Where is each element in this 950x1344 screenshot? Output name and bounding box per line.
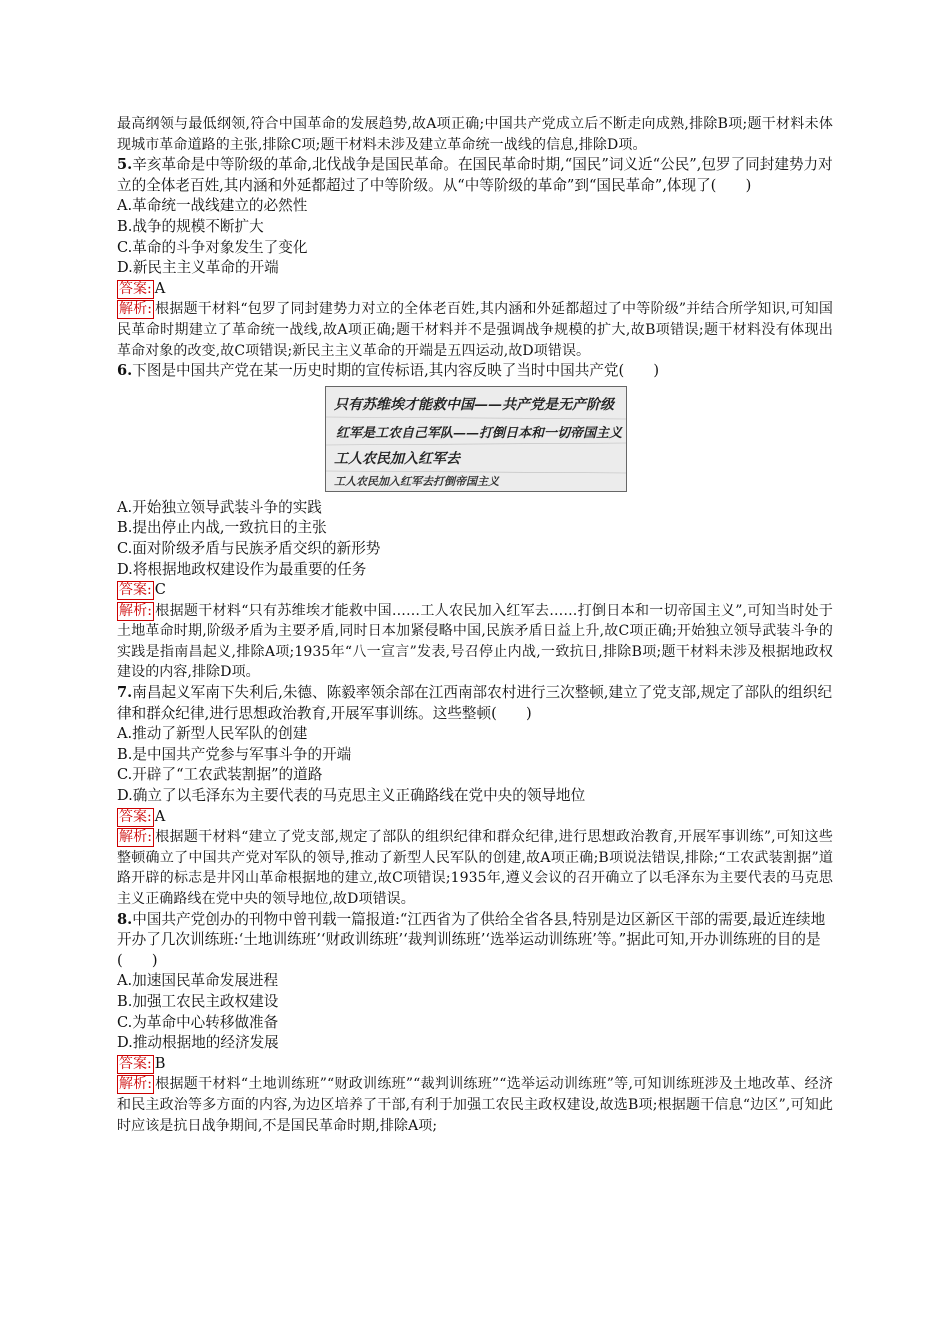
- answer-tag: 答案:: [119, 808, 152, 825]
- option-a: A.推动了新型人民军队的创建: [117, 725, 308, 743]
- explanation: [117, 601, 833, 683]
- option-b: B.是中国共产党参与军事斗争的开端: [117, 745, 352, 763]
- answer-tag: 答案:: [119, 582, 152, 599]
- option-d: D.确立了以毛泽东为主要代表的马克思主义正确路线在党中央的领导地位: [117, 787, 586, 805]
- option-c: C.革命的斗争对象发生了变化: [117, 238, 308, 256]
- document-page: [117, 114, 833, 1136]
- explanation-text: 根据题干材料“土地训练班”“财政训练班”“裁判训练班”“选举运动训练班”等,可知训练班涉及土地改革、经济和民主政治等多方面的内容,为边区培养了干部,有利于加强工农民主政权建设,故选B项;根据题干信息“边区”,可知此时应该是抗日战争期间,不是国民革命时期,排除A项;: [117, 1076, 833, 1134]
- answer-tag: 答案:: [119, 1055, 152, 1072]
- explanation: [117, 1074, 833, 1136]
- explanation: [117, 827, 833, 909]
- answer-value: A: [154, 279, 166, 297]
- question-number: 6.: [117, 362, 133, 380]
- question-text: 下图是中国共产党在某一历史时期的宣传标语,其内容反映了当时中国共产党( ): [132, 362, 660, 380]
- question-7: [117, 683, 833, 910]
- option-a: A.开始独立领导武装斗争的实践: [117, 498, 322, 516]
- question-stem: [117, 361, 833, 382]
- option-d: D.推动根据地的经济发展: [117, 1034, 279, 1052]
- slogan-photo: [325, 386, 627, 492]
- question-5: [117, 155, 833, 361]
- explanation: [117, 299, 833, 361]
- answer-line: [117, 580, 833, 601]
- option-a: A.革命统一战线建立的必然性: [117, 197, 308, 215]
- slogan-line-2: 红军是工农自己军队——打倒日本和一切帝国主义: [336, 425, 623, 441]
- option-d: D.将根据地政权建设作为最重要的任务: [117, 560, 367, 578]
- analysis-tag: 解析:: [119, 1076, 153, 1093]
- slogan-line-3: 工人农民加入红军去: [334, 450, 460, 467]
- question-6: [117, 361, 833, 683]
- question-number: 8.: [117, 910, 133, 928]
- option-c: C.开辟了“工农武装割据”的道路: [117, 766, 323, 784]
- question-number: 5.: [117, 156, 133, 174]
- option-b: B.提出停止内战,一致抗日的主张: [117, 519, 327, 537]
- answer-value: B: [154, 1054, 166, 1072]
- slogan-line-1: 只有苏维埃才能救中国——共产党是无产阶级: [334, 396, 614, 413]
- explanation-text: 根据题干材料“只有苏维埃才能救中国……工人农民加入红军去……打倒日本和一切帝国主义”,可知当时处于土地革命时期,阶级矛盾为主要矛盾,同时日本加紧侵略中国,民族矛盾日益上升,故C项正确;开始独立领导武装斗争的实践是指南昌起义,排除A项;1935年“八一宣言”发表,号召停止内战,一致抗日,排除B项;题干材料未涉及根据地政权建设的内容,排除D项。: [117, 602, 833, 681]
- question-8: [117, 910, 833, 1137]
- question-stem: [117, 683, 833, 724]
- question-text: 中国共产党创办的刊物中曾刊载一篇报道:“江西省为了供给全省各县,特别是边区新区干部的需要,最近连续地开办了几次训练班:‘土地训练班’‘财政训练班’‘裁判训练班’‘选举运动训练班’等。”据此可知,开办训练班的目的是( ): [117, 910, 826, 969]
- explanation-text: 根据题干材料“建立了党支部,规定了部队的组织纪律和群众纪律,进行思想政治教育,开展军事训练”,可知这些整顿确立了中国共产党对军队的领导,推动了新型人民军队的创建,故A项正确;B项说法错误,排除;“工农武装割据”道路开辟的标志是井冈山革命根据地的建立,故C项错误;1935年,遵义会议的召开确立了以毛泽东为主要代表的马克思主义正确路线在党中央的领导地位,故D项错误。: [117, 829, 833, 907]
- option-a: A.加速国民革命发展进程: [117, 972, 279, 990]
- explanation-text: 根据题干材料“包罗了同封建势力对立的全体老百姓,其内涵和外延都超过了中等阶级”并结合所学知识,可知国民革命时期建立了革命统一战线,故A项正确;题干材料并不是强调战争规模的扩大,故B项错误;题干材料没有体现出革命对象的改变,故C项错误;新民主主义革命的开端是五四运动,故D项错误。: [117, 301, 833, 359]
- analysis-tag: 解析:: [119, 829, 153, 846]
- analysis-tag: 解析:: [119, 602, 153, 619]
- option-c: C.面对阶级矛盾与民族矛盾交织的新形势: [117, 539, 381, 557]
- previous-explanation: 最高纲领与最低纲领,符合中国革命的发展趋势,故A项正确;中国共产党成立后不断走向成熟,排除B项;题干材料未体现城市革命道路的主张,排除C项;题干材料未涉及建立革命统一战线的信息,排除D项。: [117, 116, 833, 153]
- question-text: 辛亥革命是中等阶级的革命,北伐战争是国民革命。在国民革命时期,“国民”词义近“公民”,包罗了同封建势力对立的全体老百姓,其内涵和外延都超过了中等阶级。从“中等阶级的革命”到“国民革命”,体现了( ): [117, 156, 833, 194]
- answer-tag: 答案:: [119, 280, 152, 297]
- analysis-tag: 解析:: [119, 301, 153, 318]
- option-d: D.新民主主义革命的开端: [117, 259, 279, 277]
- answer-value: C: [154, 581, 166, 599]
- question-stem: [117, 155, 833, 196]
- question-stem: [117, 910, 833, 972]
- question-number: 7.: [117, 684, 133, 702]
- slogan-photo-drawing: [326, 387, 626, 491]
- answer-line: [117, 279, 833, 300]
- answer-line: [117, 1054, 833, 1075]
- question-text: 南昌起义军南下失利后,朱德、陈毅率领余部在江西南部农村进行三次整顿,建立了党支部,规定了部队的组织纪律和群众纪律,进行思想政治教育,开展军事训练。这些整顿( ): [117, 684, 833, 722]
- answer-line: [117, 807, 833, 828]
- option-b: B.加强工农民主政权建设: [117, 992, 279, 1010]
- option-b: B.战争的规模不断扩大: [117, 217, 264, 235]
- answer-value: A: [154, 807, 166, 825]
- slogan-line-4: 工人农民加入红军去打倒帝国主义: [334, 474, 499, 488]
- option-c: C.为革命中心转移做准备: [117, 1013, 279, 1031]
